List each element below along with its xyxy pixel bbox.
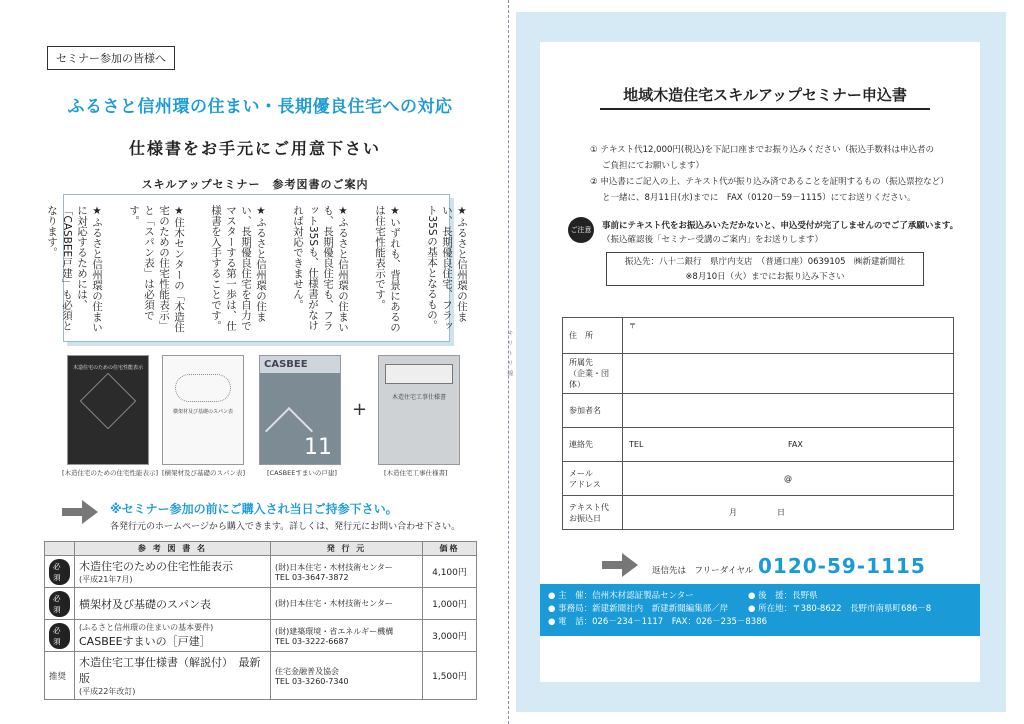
publisher: (財)日本住宅・木材技術センター: [275, 599, 393, 608]
book-cover-title: 木造住宅のための住宅性能表示: [72, 365, 143, 371]
organization-row: [563, 354, 954, 394]
address: ● 所在地：〒380-8622 長野市南県町686－8: [748, 604, 932, 614]
table-row: [45, 588, 477, 620]
note-column: ★いずれも、背景にあるのは住宅性能表示です。: [374, 205, 401, 333]
price: 1,500円: [423, 652, 477, 700]
required-badge: 必須: [49, 591, 70, 617]
illustration-icon: [175, 374, 231, 402]
caution-badge: ご注意: [568, 217, 594, 243]
reference-book-table: [44, 541, 477, 700]
book-sub: (ふるさと信州環の住まいの基本要件): [79, 623, 214, 632]
book-label: [横架材及び基礎のスパン表]: [162, 469, 246, 477]
publisher: (財)建築環境・省エネルギー機構: [275, 626, 394, 636]
book-cover-title: 木造住宅工事仕様書: [391, 394, 446, 401]
organizer-footer: [540, 584, 980, 636]
address-field[interactable]: [623, 318, 954, 354]
right-page: [516, 12, 1006, 712]
payment-date-label: テキスト代 お振込日: [563, 496, 623, 530]
arrow-right-icon: [60, 497, 100, 527]
book-title: 横架材及び基礎のスパン表: [79, 597, 211, 611]
cover-header-block: [385, 364, 453, 384]
table-row: [45, 652, 477, 700]
table-header: 価格: [423, 542, 477, 556]
recommended-badge: 推奨: [45, 652, 75, 700]
publisher-tel: TEL 03-3647-3872: [275, 572, 349, 582]
organizer: ● 主 催：信州木材認証製品センター: [548, 591, 694, 601]
book-sub: (平成22年改訂): [79, 687, 136, 696]
subtitle: 仕様書をお手元にご用意下さい: [128, 139, 381, 158]
instruction-1: ① テキスト代12,000円(税込)を下記口座までお振り込みください（振込手数料は申込者の: [590, 145, 935, 155]
publisher-tel: TEL 03-3222-6687: [275, 636, 349, 646]
publisher: (財)日本住宅・木材技術センター: [275, 562, 393, 572]
instruction-2: ② 申込書にご記入の上、テキスト代が振り込み済であることを証明するもの（振込票控など）: [590, 177, 949, 187]
book-cover-title: CASBEE: [260, 356, 340, 373]
application-table: [562, 317, 954, 530]
book-label: [木造住宅工事仕様書]: [384, 469, 448, 477]
form-title: 地域木造住宅スキルアップセミナー申込書: [600, 84, 930, 110]
contact-label: 連絡先: [563, 428, 623, 462]
payment-date-field[interactable]: [623, 496, 954, 530]
caution-main: 事前にテキスト代をお振込みいただかないと、申込受付が完了しませんのでご了承願います。: [602, 221, 959, 231]
table-row: [45, 620, 477, 652]
bank-info-box: [606, 252, 924, 286]
instruction-2-cont: と一緒に、8月11日(水)までに FAX（0120－59－1115）にてお送りください。: [602, 193, 916, 203]
address-row: [563, 318, 954, 354]
book-title: 木造住宅のための住宅性能表示: [79, 560, 233, 573]
audience-tag: セミナー参加の皆様へ: [47, 46, 175, 70]
supporter: ● 後 援：長野県: [748, 591, 818, 601]
contact-row: [563, 428, 954, 462]
book-cover-span: [162, 355, 244, 465]
price: 1,000円: [423, 588, 477, 620]
organization-field[interactable]: [623, 354, 954, 394]
purchase-notice-main: ※セミナー参加の前にご購入され当日ご持参下さい。: [110, 502, 398, 516]
book-title: 木造住宅工事仕様書（解説付） 最新版: [79, 656, 261, 685]
email-label: メール アドレス: [563, 462, 623, 496]
reference-caption: スキルアップセミナー 参考図書のご案内: [141, 178, 369, 191]
free-dial-number: 0120-59-1115: [758, 554, 926, 578]
note-column: ★ふるさと信州環の住まいも、長期優良住宅も、フラット35Sも、仕様書がなければ対応できません。: [292, 205, 349, 333]
table-header: 発 行 元: [271, 542, 423, 556]
headline: ふるさと信州環の住まい・長期優良住宅への対応: [67, 97, 453, 117]
cut-line-label: キリトリ線: [506, 330, 513, 380]
participant-label: 参加者名: [563, 394, 623, 428]
table-row: [45, 556, 477, 588]
at-sign: @: [784, 474, 792, 483]
organization-label: 所属先 （企業・団体）: [563, 354, 623, 394]
return-label: 返信先は フリーダイヤル: [652, 566, 754, 576]
email-field[interactable]: [623, 462, 954, 496]
book-sub: (平成21年7月): [79, 575, 133, 584]
month-label: 月: [729, 508, 737, 517]
book-cover-performance: [67, 355, 149, 465]
day-label: 日: [777, 508, 785, 517]
office: ● 事務局：新建新聞社内 新建新聞編集部／岸: [548, 604, 729, 614]
book-title: CASBEEすまいの［戸建］: [79, 635, 211, 648]
book-cover-number: 11: [304, 435, 332, 460]
participant-field[interactable]: [623, 394, 954, 428]
caution-sub: （振込確認後「セミナー受講のご案内」をお送りします）: [602, 235, 824, 245]
postal-mark: 〒: [629, 322, 636, 330]
price: 3,000円: [423, 620, 477, 652]
book-covers: [62, 355, 462, 475]
bank-deadline: ※8月10日（火）までにお振り込み下さい: [685, 272, 845, 282]
publisher: 住宅金融普及協会: [275, 666, 339, 676]
payment-date-row: [563, 496, 954, 530]
required-badge: 必須: [49, 559, 70, 585]
required-badge: 必須: [49, 623, 70, 649]
purchase-notice-sub: 各発行元のホームページから購入できます。詳しくは、発行元にお問い合わせ下さい。: [110, 522, 461, 532]
arrow-right-icon: [600, 550, 640, 580]
instruction-1-cont: ご負担にてお願いします）: [602, 161, 705, 171]
book-label: [CASBEEすまいの戸建]: [267, 469, 337, 477]
publisher-tel: TEL 03-3260-7340: [275, 676, 349, 686]
email-row: [563, 462, 954, 496]
caution-text: [602, 219, 972, 247]
purchase-notice: [110, 500, 460, 532]
book-cover-title: 横架材及び基礎のスパン表: [172, 409, 233, 415]
vertical-notes-box: [46, 194, 468, 342]
book-label: [木造住宅のための住宅性能表示]: [62, 469, 159, 477]
contact-field[interactable]: [623, 428, 954, 462]
fax-label: FAX: [788, 440, 803, 449]
table-header-blank: [45, 542, 75, 556]
table-header: 参 考 図 書 名: [75, 542, 271, 556]
participant-row: [563, 394, 954, 428]
house-diagram-icon: [80, 373, 137, 430]
note-column: ★ふるさと信州環の住まいに対応するためには、「CASBEE戸建」も必須となります。: [46, 205, 103, 333]
tel-label: TEL: [629, 440, 644, 449]
plus-icon: +: [352, 399, 368, 420]
price: 4,100円: [423, 556, 477, 588]
phone-fax: ● 電 話：026－234－1117 FAX：026－235－8386: [548, 617, 768, 627]
note-column: ★ふるさと信州環の住まい、長期優良住宅を自力でマスターする第一歩は、仕様書を入手することです。: [210, 205, 267, 331]
left-page: [0, 0, 508, 724]
note-column: ★住木センターの「木造住宅のための住宅性能表示」と「スパン表」は必須です。: [128, 205, 185, 333]
book-cover-spec: [378, 355, 460, 465]
instructions: [590, 142, 960, 206]
book-cover-casbee: [259, 355, 341, 465]
note-column: ★ふるさと信州環の住まい、長期優良住宅、フラット35Sの基本となるもの。: [426, 205, 468, 331]
address-label: 住 所: [563, 318, 623, 354]
bank-account: 振込先：八十二銀行 県庁内支店 （普通口座）0639105 ㈱新建新聞社: [624, 257, 906, 267]
